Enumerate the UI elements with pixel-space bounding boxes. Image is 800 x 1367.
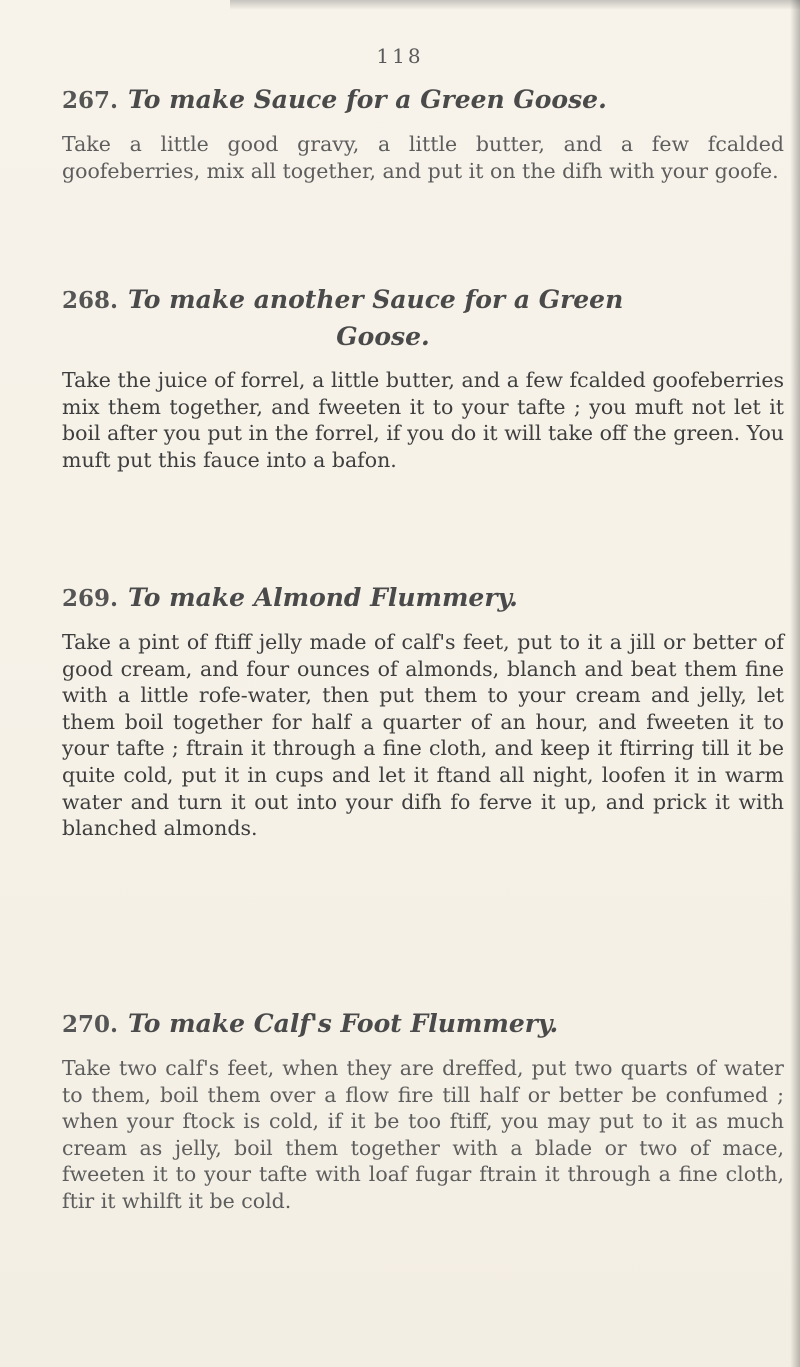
recipe-number: 267. xyxy=(62,87,119,114)
recipe-269 xyxy=(62,580,784,842)
recipe-267 xyxy=(62,82,784,184)
recipe-number: 268. xyxy=(62,287,119,314)
recipe-title: To make Sauce for a Green Goose. xyxy=(128,85,607,114)
recipe-heading xyxy=(62,282,784,355)
recipe-number: 269. xyxy=(62,585,119,612)
recipe-body: Take a little good gravy, a little butter, and a few fcalded goofeberries, mix all together, and put it on the difh with your goofe. xyxy=(62,132,784,183)
recipe-title: To make Calf's Foot Flummery. xyxy=(128,1009,559,1038)
recipe-body: Take the juice of forrel, a little butter, and a few fcalded goofeberries mix them together, and fweeten it to your tafte ; you muft not let it boil after you put in the forrel, if you do it will take off the green. You muft put this fauce into a bafon. xyxy=(62,368,784,472)
page-right-edge xyxy=(790,0,800,1367)
page-top-shadow xyxy=(230,0,800,10)
recipe-title-continued: Goose. xyxy=(336,322,430,351)
recipe-number: 270. xyxy=(62,1011,119,1038)
recipe-title: To make another Sauce for a Green xyxy=(128,285,624,314)
recipe-heading xyxy=(62,1006,784,1043)
recipe-title: To make Almond Flummery. xyxy=(128,583,518,612)
recipe-268 xyxy=(62,282,784,473)
recipe-body: Take two calf's feet, when they are dreffed, put two quarts of water to them, boil them over a flow fire till half or better be confumed ; when your ftock is cold, if it be too ftiff, you may put to it as much cream as jelly, boil them together with a blade or two of mace, fweeten it to your tafte with loaf fugar ftrain it through a fine cloth, ftir it whilft it be cold. xyxy=(62,1056,784,1213)
recipe-body: Take a pint of ftiff jelly made of calf's feet, put to it a jill or better of good cream, and four ounces of almonds, blanch and beat them fine with a little rofe-water, then put them to your cream and jelly, let them boil together for half a quarter of an hour, and fweeten it to your tafte ; ftrain it through a fine cloth, and keep it ftirring till it be quite cold, put it in cups and let it ftand all night, loofen it in warm water and turn it out into your difh fo ferve it up, and prick it with blanched almonds. xyxy=(62,630,784,841)
recipe-270 xyxy=(62,1006,784,1215)
recipe-heading xyxy=(62,82,784,119)
page-number: 118 xyxy=(376,44,424,68)
recipe-heading xyxy=(62,580,784,617)
